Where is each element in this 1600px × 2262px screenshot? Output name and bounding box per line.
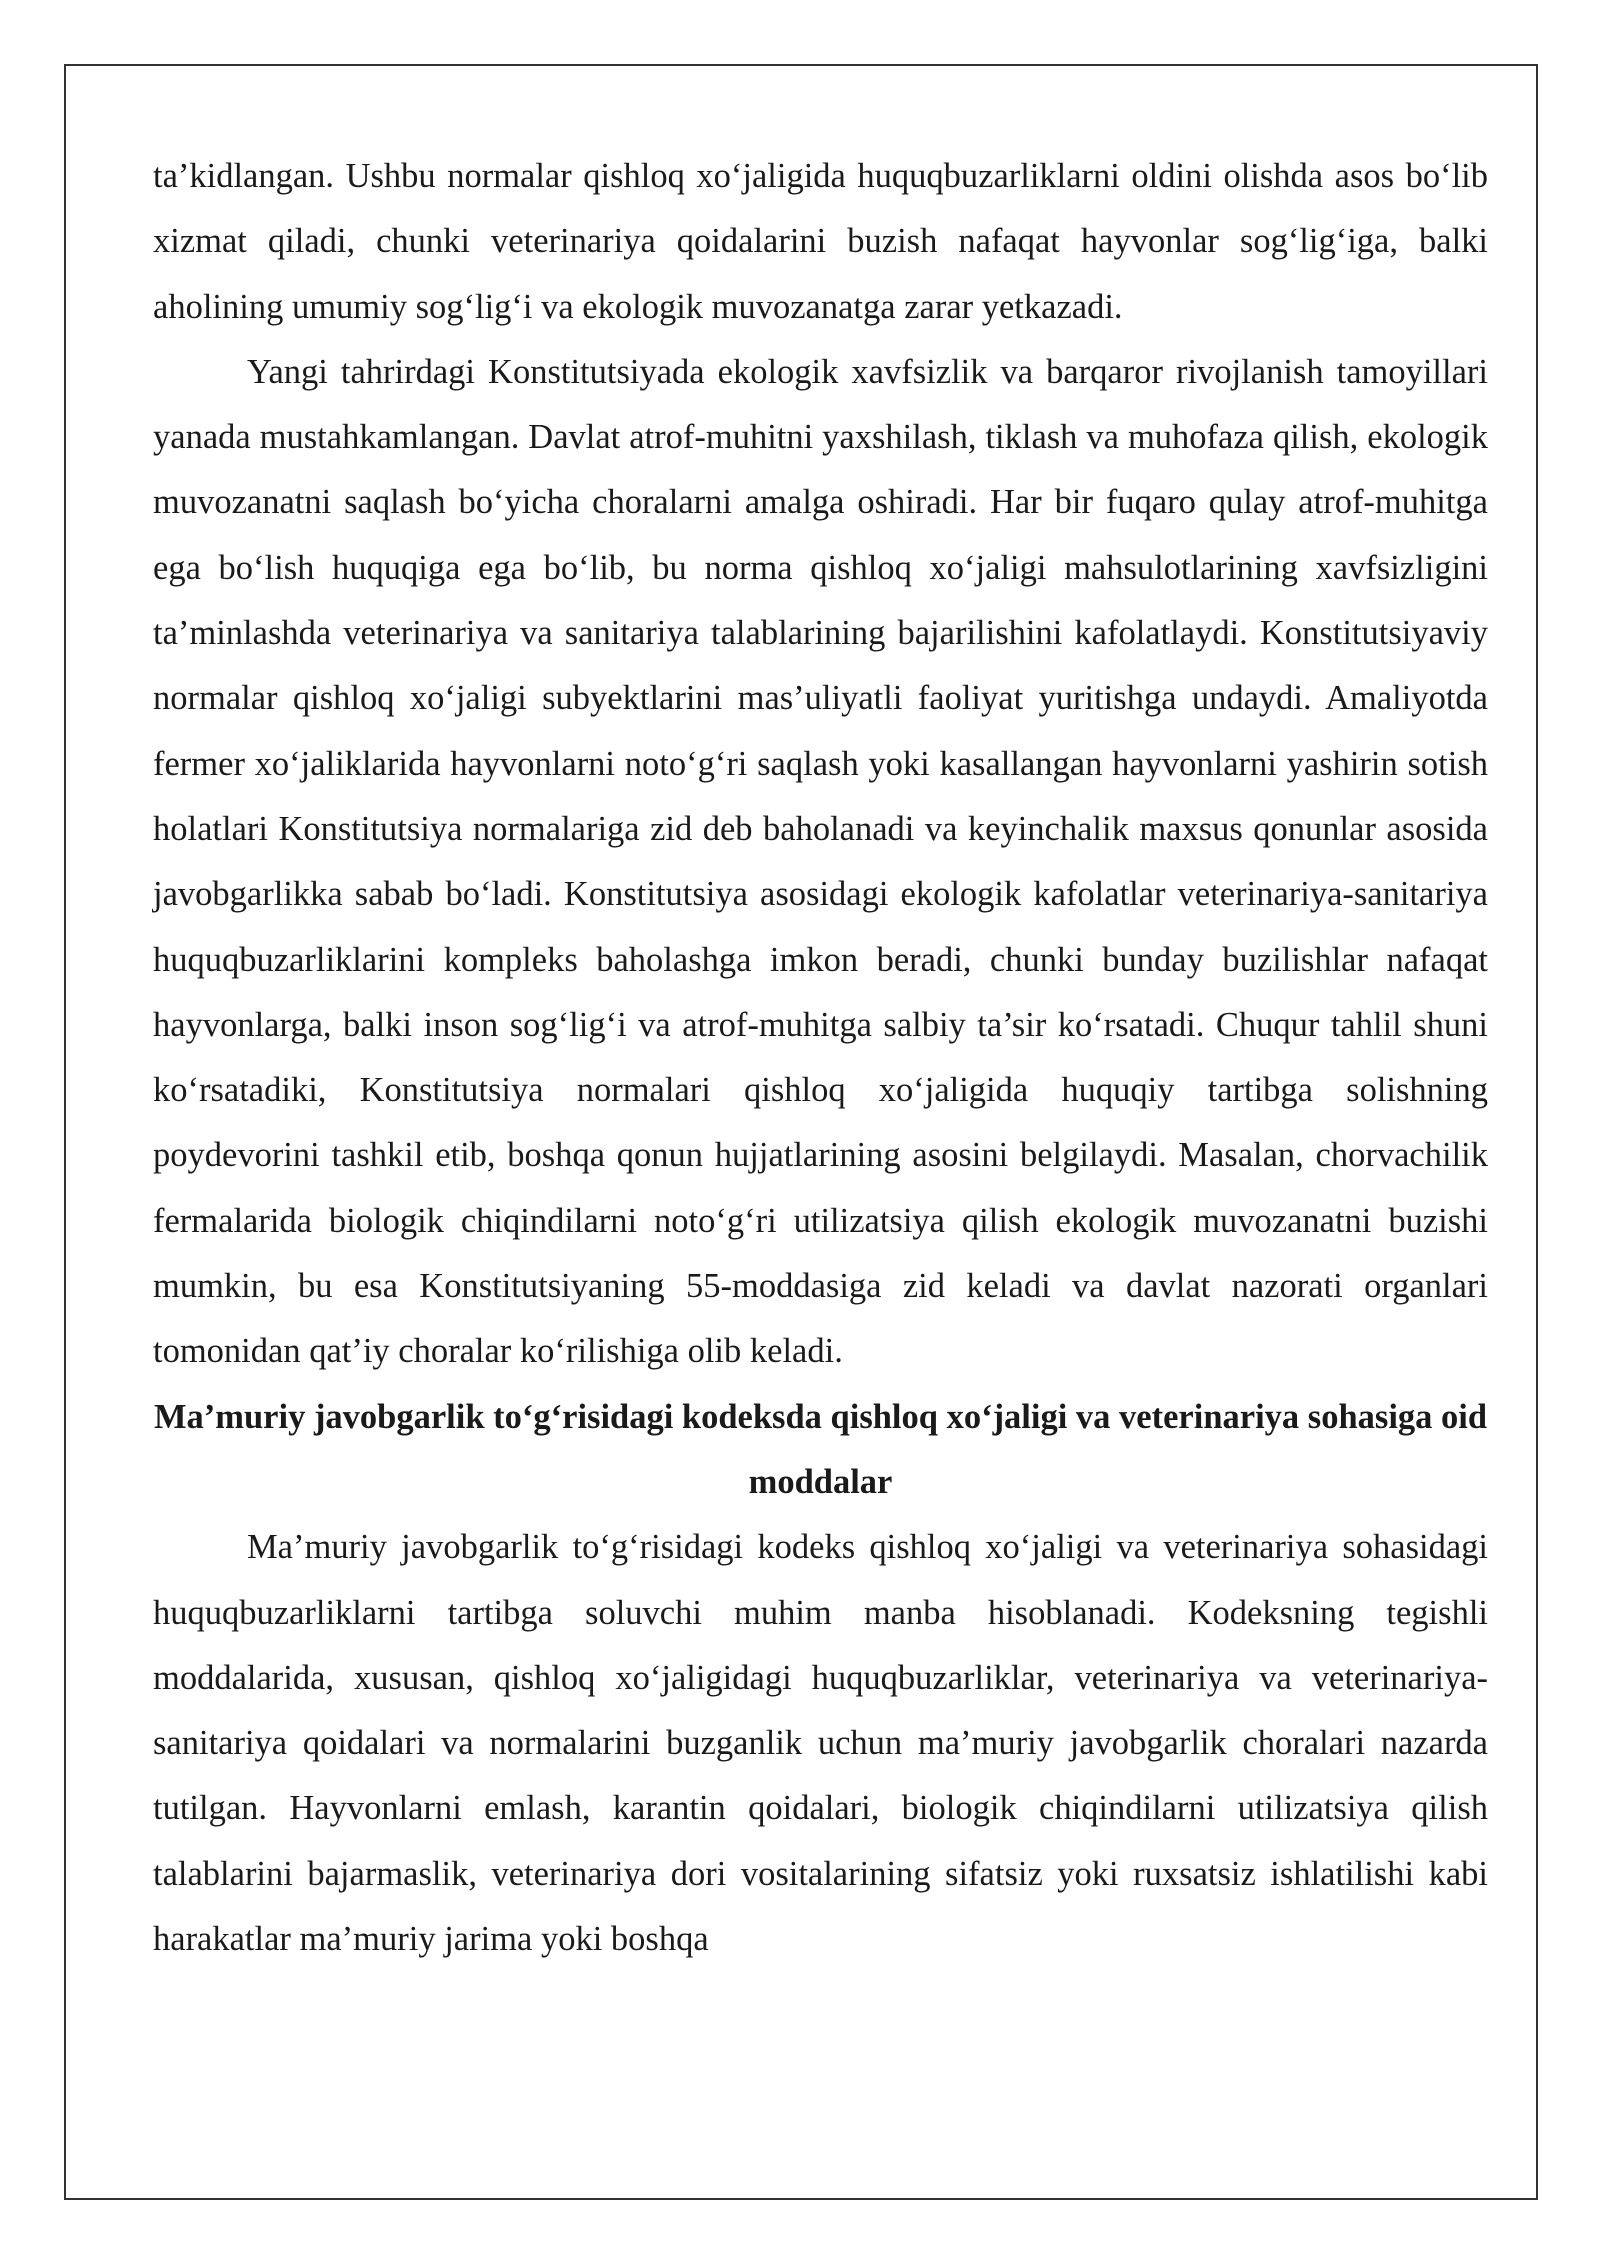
paragraph-constitution: Yangi tahrirdagi Konstitutsiyada ekologik xavfsizlik va barqaror rivojlanish tamoyillari yanada mustahkamlangan. Davlat atrof-muhitni yaxshilash, tiklash va muhofaza qilish, ekologik muvozanatni saqlash bo‘yicha choralarni amalga oshiradi. Har bir fuqaro qulay atrof-muhitga ega bo‘lish huquqiga ega bo‘lib, bu norma qishloq xo‘jaligi mahsulotlarining xavfsizligini ta’minlashda veterinariya va sanitariya talablarining bajarilishini kafolatlaydi. Konstitutsiyaviy normalar qishloq xo‘jaligi subyektlarini mas’uliyatli faoliyat yuritishga undaydi. Amaliyotda fermer xo‘jaliklarida hayvonlarni noto‘g‘ri saqlash yoki kasallangan hayvonlarni yashirin sotish holatlari Konstitutsiya normalariga zid deb baholanadi va keyinchalik maxsus qonunlar asosida javobgarlikka sabab bo‘ladi. Konstitutsiya asosidagi ekologik kafolatlar veterinariya-sanitariya huquqbuzarliklarini kompleks baholashga imkon beradi, chunki bunday buzilishlar nafaqat hayvonlarga, balki inson sog‘lig‘i va atrof-muhitga salbiy ta’sir ko‘rsatadi. Chuqur tahlil shuni ko‘rsatadiki, Konstitutsiya normalari qishloq xo‘jaligida huquqiy tartibga solishning poydevorini tashkil etib, boshqa qonun hujjatlarining asosini belgilaydi. Masalan, chorvachilik fermalarida biologik chiqindilarni noto‘g‘ri utilizatsiya qilish ekologik muvozanatni buzishi mumkin, bu esa Konstitutsiyaning 55-moddasiga zid keladi va davlat nazorati organlari tomonidan qat’iy choralar ko‘rilishiga olib keladi. [153, 352, 1488, 1371]
document-body [153, 144, 1488, 1972]
paragraph-administrative-code: Ma’muriy javobgarlik to‘g‘risidagi kodeks qishloq xo‘jaligi va veterinariya sohasidagi huquqbuzarliklarni tartibga soluvchi muhim manba hisoblanadi. Kodeksning tegishli moddalarida, xususan, qishloq xo‘jaligidagi huquqbuzarliklar, veterinariya va veterinariya-sanitariya qoidalari va normalarini buzganlik uchun ma’muriy javobgarlik choralari nazarda tutilgan. Hayvonlarni emlash, karantin qoidalari, biologik chiqindilarni utilizatsiya qilish talablarini bajarmaslik, veterinariya dori vositalarining sifatsiz yoki ruxsatsiz ishlatilishi kabi harakatlar ma’muriy jarima yoki boshqa [153, 1528, 1488, 1959]
paragraph-continued: ta’kidlangan. Ushbu normalar qishloq xo‘jaligida huquqbuzarliklarni oldini olishda asos bo‘lib xizmat qiladi, chunki veterinariya qoidalarini buzish nafaqat hayvonlar sog‘lig‘iga, balki aholining umumiy sog‘lig‘i va ekologik muvozanatga zarar yetkazadi. [153, 157, 1488, 326]
section-heading: Ma’muriy javobgarlik to‘g‘risidagi kodeksda qishloq xo‘jaligi va veterinariya sohasiga oid moddalar [153, 1397, 1488, 1501]
